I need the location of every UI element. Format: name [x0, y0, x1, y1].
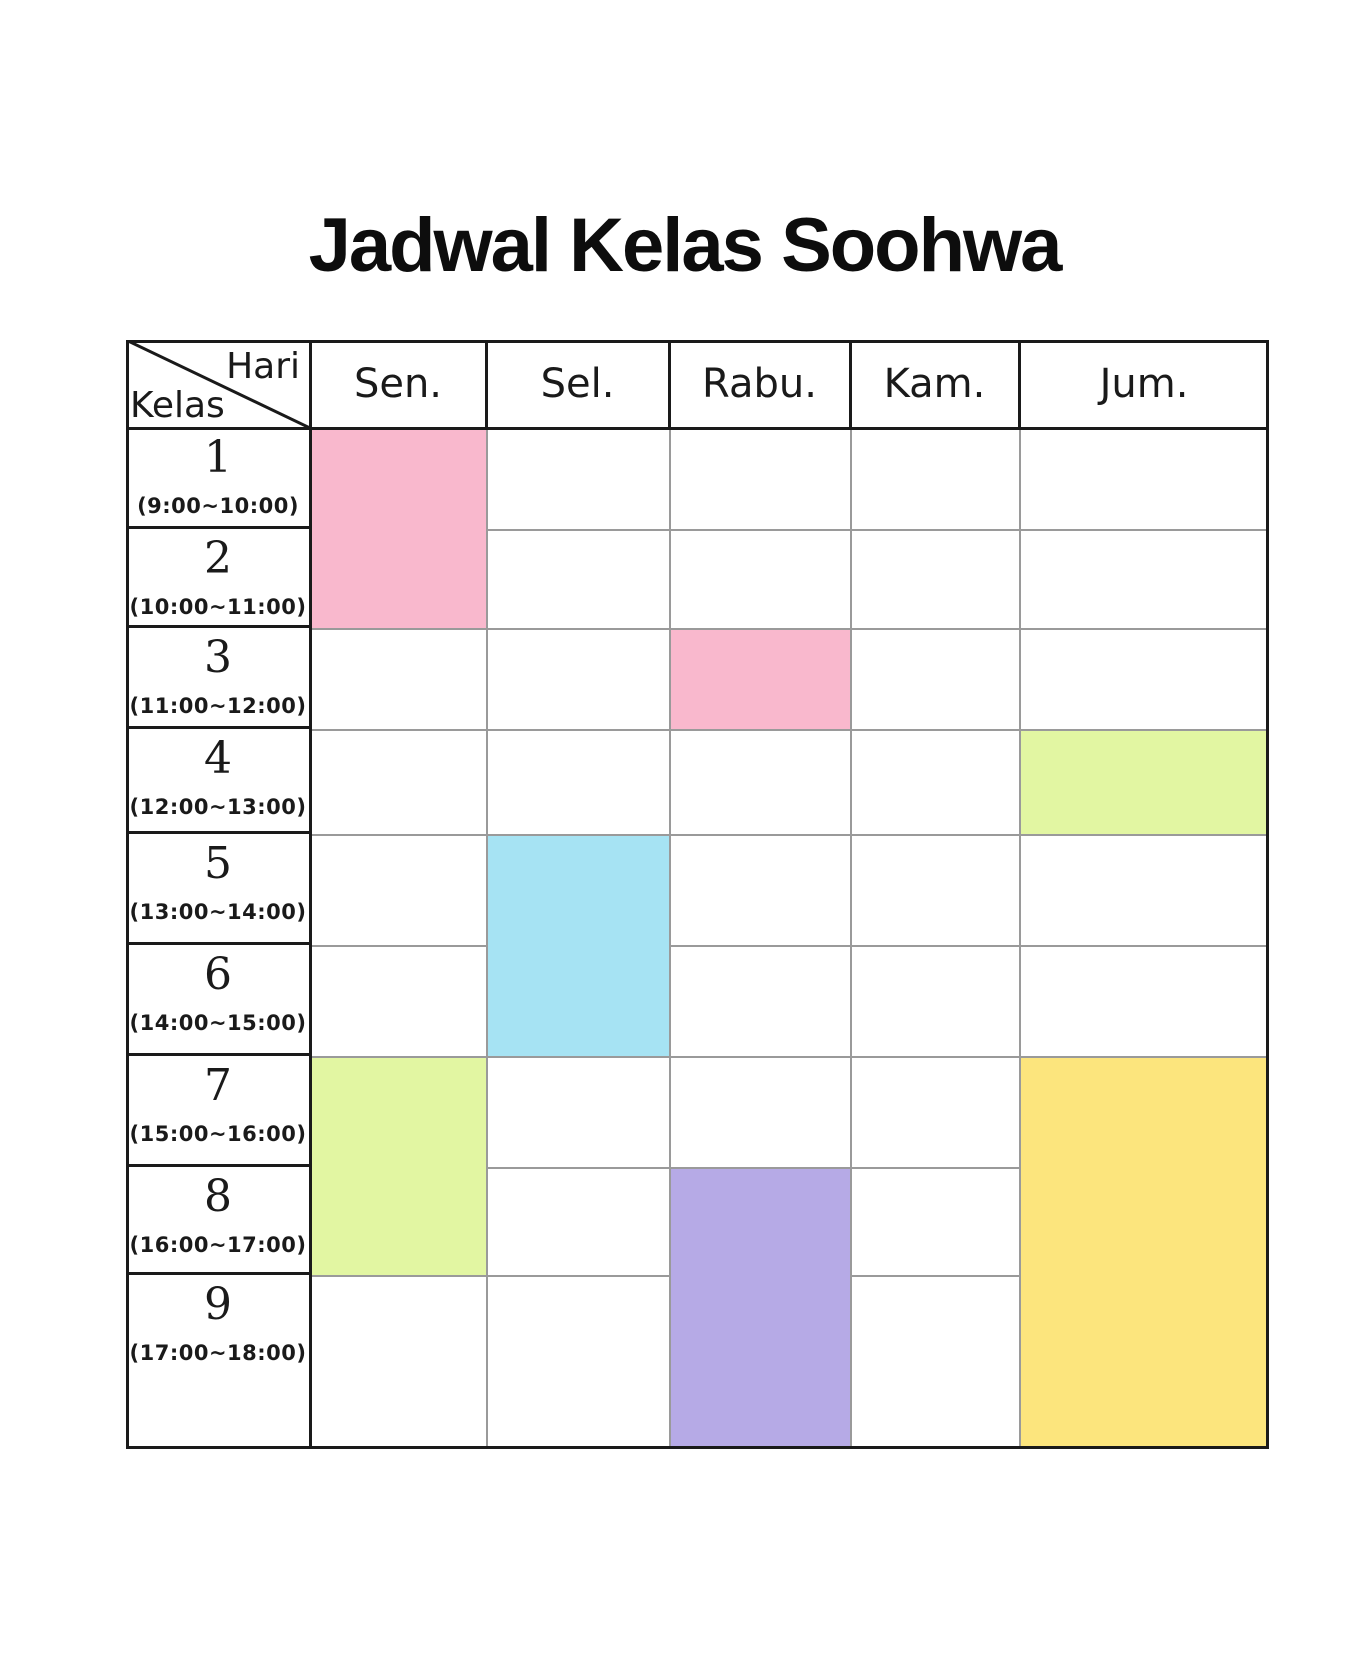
schedule-cell — [310, 628, 486, 729]
class-slot-header — [126, 1275, 310, 1449]
class-block-pink — [312, 430, 486, 628]
schedule-cell — [1019, 529, 1269, 628]
class-slot-header — [126, 529, 310, 628]
schedule-cell — [1019, 428, 1269, 529]
schedule-cell — [486, 428, 669, 529]
class-block-pink — [671, 630, 850, 729]
class-block-lime — [1021, 731, 1269, 834]
schedule-cell — [486, 628, 669, 729]
class-slot-time: (16:00~17:00) — [129, 1233, 307, 1257]
schedule-table — [126, 340, 1269, 1449]
schedule-cell — [1019, 945, 1269, 1056]
class-slot-header — [126, 428, 310, 529]
schedule-cell — [486, 729, 669, 834]
schedule-cell — [486, 1275, 669, 1449]
class-slot-time: (12:00~13:00) — [129, 795, 307, 819]
class-slot-time: (11:00~12:00) — [129, 694, 307, 718]
schedule-cell — [850, 1275, 1019, 1449]
page-title: Jadwal Kelas Soohwa — [308, 203, 1061, 288]
schedule-cell — [310, 1275, 486, 1449]
schedule-cell — [669, 1056, 850, 1167]
class-slot-time: (10:00~11:00) — [129, 595, 307, 619]
class-slot-header — [126, 945, 310, 1056]
class-block-blue — [488, 836, 669, 1056]
schedule-cell — [850, 945, 1019, 1056]
class-slot-number: 1 — [204, 432, 232, 483]
schedule-cell — [669, 529, 850, 628]
class-slot-number: 2 — [204, 533, 232, 584]
class-block-yellow — [1021, 1058, 1269, 1449]
corner-label-kelas: Kelas — [130, 385, 225, 426]
class-slot-number: 6 — [204, 949, 232, 1000]
day-header: Jum. — [1019, 340, 1269, 428]
schedule-cell — [310, 729, 486, 834]
schedule-cell — [669, 729, 850, 834]
class-slot-header — [126, 1056, 310, 1167]
schedule-cell — [850, 428, 1019, 529]
corner-header — [126, 340, 310, 428]
schedule-cell — [850, 729, 1019, 834]
schedule-cell — [850, 1167, 1019, 1275]
schedule-cell — [850, 1056, 1019, 1167]
schedule-cell — [1019, 628, 1269, 729]
schedule-cell — [669, 945, 850, 1056]
class-slot-header — [126, 628, 310, 729]
schedule-cell — [850, 529, 1019, 628]
schedule-cell — [310, 945, 486, 1056]
class-block-purple — [671, 1169, 850, 1449]
class-slot-header — [126, 834, 310, 945]
schedule-cell — [1019, 834, 1269, 945]
day-header: Rabu. — [669, 340, 850, 428]
class-slot-number: 4 — [204, 733, 232, 784]
class-slot-header — [126, 729, 310, 834]
day-header: Sen. — [310, 340, 486, 428]
schedule-cell — [486, 1056, 669, 1167]
class-slot-time: (9:00~10:00) — [137, 494, 299, 518]
day-header: Sel. — [486, 340, 669, 428]
class-block-lime — [312, 1058, 486, 1275]
class-slot-number: 3 — [204, 632, 232, 683]
class-slot-time: (17:00~18:00) — [129, 1341, 307, 1365]
class-slot-number: 7 — [204, 1060, 232, 1111]
schedule-cell — [850, 834, 1019, 945]
class-slot-time: (15:00~16:00) — [129, 1122, 307, 1146]
class-slot-header — [126, 1167, 310, 1275]
class-slot-time: (13:00~14:00) — [129, 900, 307, 924]
class-slot-number: 9 — [204, 1279, 232, 1330]
day-header: Kam. — [850, 340, 1019, 428]
schedule-cell — [486, 529, 669, 628]
schedule-cell — [669, 428, 850, 529]
class-slot-number: 8 — [204, 1171, 232, 1222]
class-slot-time: (14:00~15:00) — [129, 1011, 307, 1035]
corner-label-hari: Hari — [226, 346, 300, 387]
schedule-cell — [310, 834, 486, 945]
schedule-cell — [669, 834, 850, 945]
class-slot-number: 5 — [204, 838, 232, 889]
schedule-cell — [486, 1167, 669, 1275]
schedule-cell — [850, 628, 1019, 729]
